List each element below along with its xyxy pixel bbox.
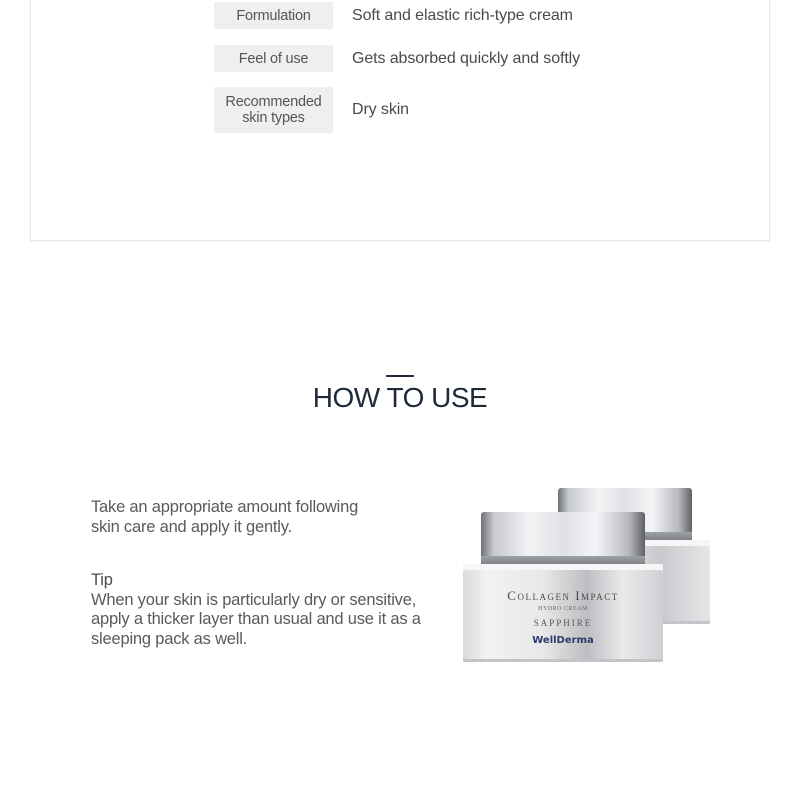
tip-title: Tip (91, 571, 113, 589)
jar-body (463, 564, 663, 662)
brand-logo: WellDerma (532, 635, 594, 646)
spec-label: Formulation (214, 2, 333, 29)
jar-front (463, 512, 663, 662)
spec-row-formulation (214, 2, 573, 29)
jar-lid (481, 512, 645, 564)
product-subtitle: HYDRO CREAM (538, 606, 588, 612)
spec-row-feel (214, 45, 580, 72)
spec-label: Recommended skin types (214, 87, 333, 133)
jar-label (463, 588, 663, 646)
spec-value: Soft and elastic rich-type cream (352, 6, 573, 24)
spec-value: Dry skin (352, 101, 409, 118)
product-image (455, 480, 725, 670)
spec-value: Gets absorbed quickly and softly (352, 49, 581, 67)
spec-label: Feel of use (214, 45, 333, 72)
spec-card (30, 0, 770, 241)
title-divider (386, 375, 414, 377)
instructions (91, 498, 451, 649)
section-title: HOW TO USE (312, 382, 488, 413)
product-variant: SAPPHIRE (533, 618, 593, 628)
product-name: Collagen Impact (507, 588, 619, 603)
spec-row-skin-types (214, 87, 409, 133)
instruction-text: Take an appropriate amount following skin care and apply it gently. (91, 498, 359, 536)
tip-text: When your skin is particularly dry or sensitive, apply a thicker layer than usual and use it as a sleeping pack as well. (91, 590, 421, 648)
